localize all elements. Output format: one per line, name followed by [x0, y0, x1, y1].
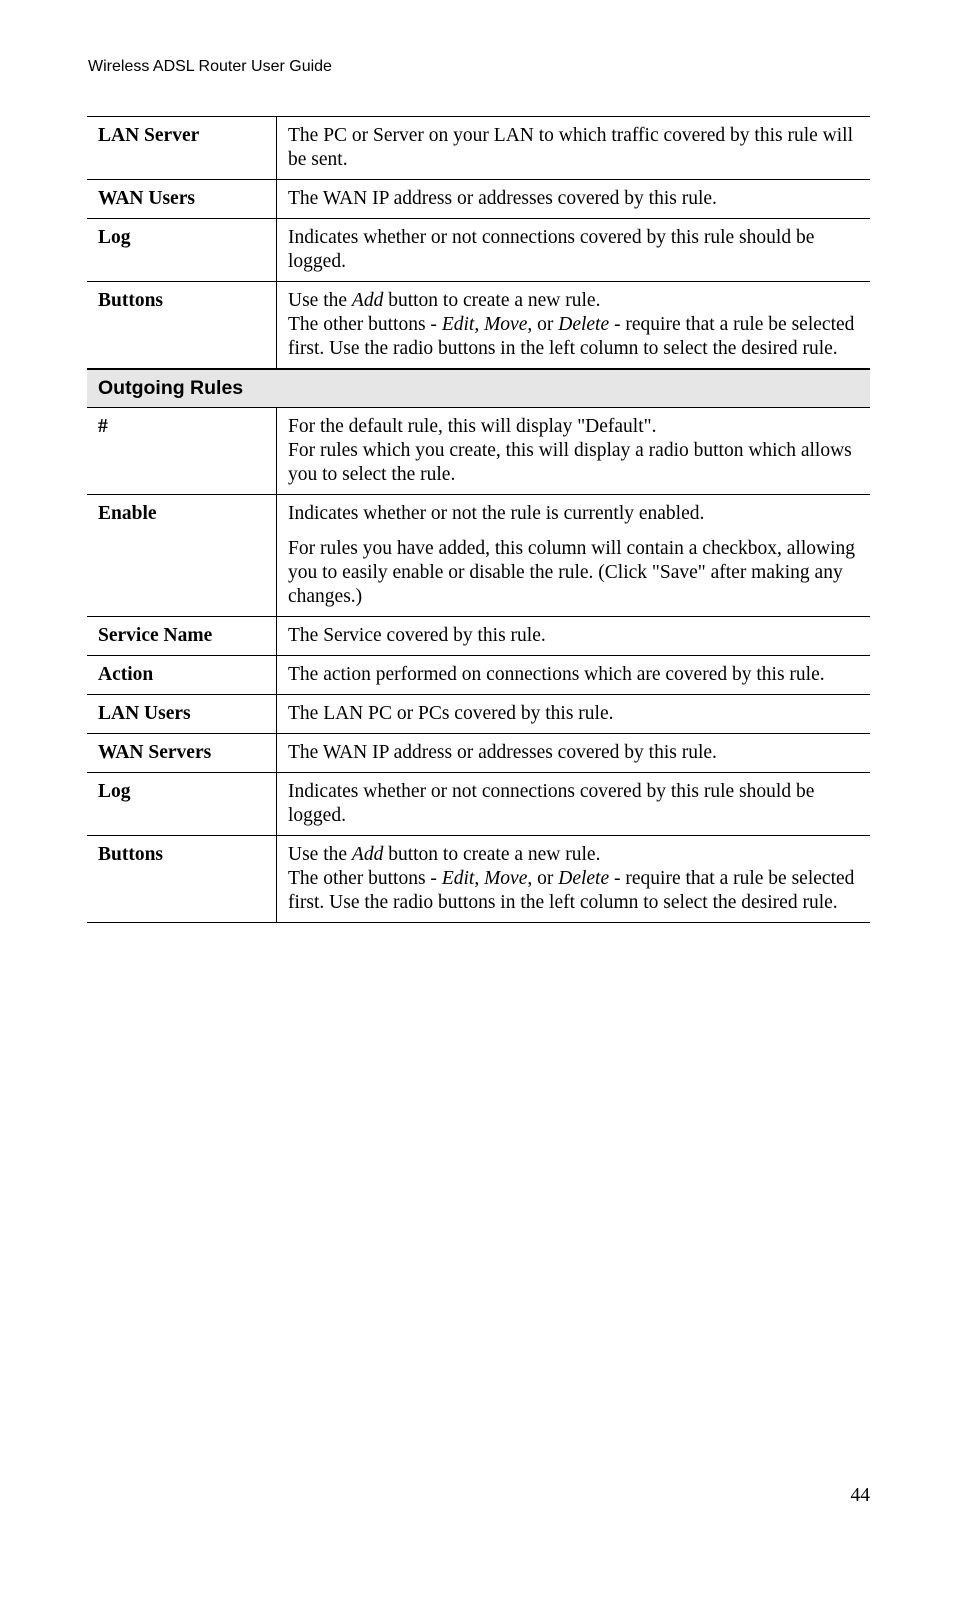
- desc-enable-para2: For rules you have added, this column will contain a checkbox, allowing you to easily enable or disable the rule. (Click "Save" after making any changes.): [288, 538, 855, 607]
- term-action: Action: [87, 656, 277, 695]
- table-row: [87, 282, 870, 370]
- buttons-line-other: The other buttons - Edit, Move, or Delete - require that a rule be selected first. Use the radio buttons in the left column to select the desired rule.: [288, 314, 855, 359]
- table-row: [87, 773, 870, 836]
- desc-number-line2: For rules which you create, this will display a radio button which allows you to select the rule.: [288, 440, 852, 485]
- term-log-outgoing: Log: [87, 773, 277, 836]
- table-row: [87, 117, 870, 180]
- page-number: 44: [850, 1485, 870, 1506]
- move-keyword: Move: [484, 868, 528, 889]
- table-row: [87, 495, 870, 617]
- term-buttons: Buttons: [87, 282, 277, 370]
- table-row: [87, 656, 870, 695]
- term-buttons-outgoing: Buttons: [87, 836, 277, 923]
- firewall-rules-table: [87, 116, 870, 923]
- desc-enable-para1: Indicates whether or not the rule is currently enabled.: [288, 503, 705, 524]
- add-keyword: Add: [351, 290, 384, 311]
- term-service-name: Service Name: [87, 617, 277, 656]
- term-lan-users: LAN Users: [87, 695, 277, 734]
- desc-number: [277, 408, 871, 495]
- section-header-row: [87, 369, 870, 408]
- table-row: [87, 836, 870, 923]
- desc-service-name: The Service covered by this rule.: [277, 617, 871, 656]
- term-log: Log: [87, 219, 277, 282]
- desc-lan-server: The PC or Server on your LAN to which traffic covered by this rule will be sent.: [277, 117, 871, 180]
- table-row: [87, 408, 870, 495]
- table-row: [87, 695, 870, 734]
- desc-number-line1: For the default rule, this will display "Default".: [288, 416, 657, 437]
- term-enable: Enable: [87, 495, 277, 617]
- buttons-line-other: The other buttons - Edit, Move, or Delete - require that a rule be selected first. Use the radio buttons in the left column to select the desired rule.: [288, 868, 855, 913]
- table-row: [87, 180, 870, 219]
- buttons-line-add: Use the Add button to create a new rule.: [288, 290, 601, 311]
- delete-keyword: Delete: [558, 314, 610, 335]
- edit-keyword: Edit: [441, 868, 475, 889]
- desc-enable: [277, 495, 871, 617]
- table-row: [87, 617, 870, 656]
- term-lan-server: LAN Server: [87, 117, 277, 180]
- desc-buttons-outgoing: [277, 836, 871, 923]
- section-title: Outgoing Rules: [87, 369, 870, 408]
- table-row: [87, 734, 870, 773]
- desc-log: Indicates whether or not connections covered by this rule should be logged.: [277, 219, 871, 282]
- desc-wan-servers: The WAN IP address or addresses covered by this rule.: [277, 734, 871, 773]
- desc-action: The action performed on connections which are covered by this rule.: [277, 656, 871, 695]
- delete-keyword: Delete: [558, 868, 610, 889]
- term-wan-servers: WAN Servers: [87, 734, 277, 773]
- term-number: #: [87, 408, 277, 495]
- move-keyword: Move: [484, 314, 528, 335]
- desc-buttons: [277, 282, 871, 370]
- table-row: [87, 219, 870, 282]
- desc-lan-users: The LAN PC or PCs covered by this rule.: [277, 695, 871, 734]
- running-header: Wireless ADSL Router User Guide: [88, 58, 332, 75]
- term-wan-users: WAN Users: [87, 180, 277, 219]
- add-keyword: Add: [351, 844, 384, 865]
- paragraph-gap: [288, 526, 859, 537]
- buttons-line-add: Use the Add button to create a new rule.: [288, 844, 601, 865]
- desc-wan-users: The WAN IP address or addresses covered by this rule.: [277, 180, 871, 219]
- edit-keyword: Edit: [441, 314, 475, 335]
- desc-log-outgoing: Indicates whether or not connections covered by this rule should be logged.: [277, 773, 871, 836]
